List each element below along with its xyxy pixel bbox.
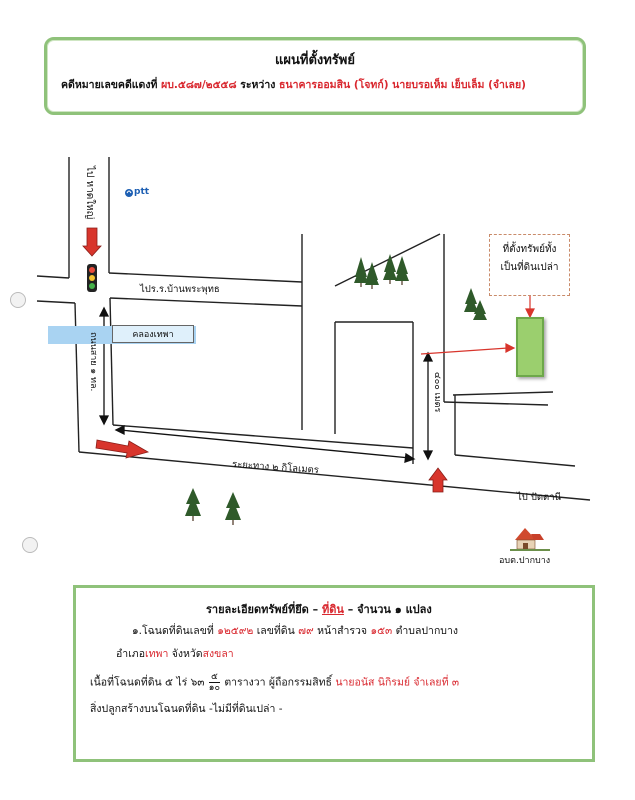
road-edge: [37, 276, 69, 278]
case-line: [61, 76, 573, 93]
road-edge: [110, 298, 113, 425]
ptt-logo-icon: [125, 189, 133, 197]
property-marker-line1: ที่ตั้งทรัพย์ทั้ง: [502, 244, 557, 255]
road-edge: [335, 234, 440, 286]
distance-arrow: [120, 430, 410, 458]
survey-page: ๑๕๓: [370, 625, 393, 637]
binder-hole-bottom: [22, 537, 38, 553]
deed-number: ๑๒๕๙๒: [217, 625, 254, 637]
red-arrow-right: [96, 440, 148, 458]
title-box: [44, 37, 586, 115]
deed-line: ๑.โฉนดที่ดินเลขที่ ๑๒๕๙๒ เลขที่ดิน ๗๙ หน้าสำรวจ ๑๕๓ ตำบลปากบาง: [132, 625, 458, 637]
owner: นายอนัส นิกิรมย์ จำเลยที่ ๓: [335, 676, 460, 689]
road-edge: [110, 298, 302, 306]
building-line: สิ่งปลูกสร้างบนโฉนดที่ดิน -ไม่มีที่ดินเปล่า -: [90, 703, 283, 715]
arrowhead: [100, 416, 108, 424]
land-number: ๗๙: [298, 625, 314, 637]
arrowhead: [526, 309, 534, 317]
details-heading: รายละเอียดทรัพย์ที่ยึด – ที่ดิน – จำนวน ๑ แปลง: [206, 603, 432, 616]
distance-label-2km: ระยะทาง ๒ กิโลเมตร: [231, 458, 320, 477]
defendant: นายบรอเห็ม เย็บเล็ม (จำเลย): [392, 79, 526, 91]
arrowhead: [405, 454, 414, 462]
arrowhead: [100, 308, 108, 316]
subdistrict-office-label: อบต.ปากบาง: [499, 556, 551, 566]
seized-land-parcel: [516, 317, 544, 377]
road-edge: [113, 425, 413, 448]
road-label-school: ไปร.ร.บ้านพระพุทธ: [140, 284, 220, 295]
arrowhead: [116, 426, 124, 434]
road-label-hatyai: ไป หาดใหญ่: [84, 166, 95, 220]
pointer-line: [421, 348, 508, 354]
road-edge: [79, 452, 590, 500]
district: เทพา: [145, 648, 169, 660]
property-marker: [489, 234, 570, 296]
district-line: อำเภอเทพา จังหวัดสงขลา: [116, 648, 234, 660]
heading-type: ที่ดิน: [322, 603, 344, 616]
house-icon: [510, 528, 550, 550]
distance-label-400m: ๔๐๐ เมตร: [432, 372, 442, 413]
arrowhead: [424, 353, 432, 361]
highway-label: ถนนสาย ๑ ทล.: [88, 332, 98, 392]
canal-label: คลองเทพา: [112, 325, 194, 343]
arrowhead: [424, 451, 432, 459]
road-edge: [444, 402, 548, 405]
province: สงขลา: [202, 648, 234, 660]
details-box: [73, 585, 595, 762]
case-prefix: คดีหมายเลขคดีแดงที่: [61, 79, 158, 91]
plaintiff: ธนาคารออมสิน (โจทก์): [279, 79, 389, 91]
property-marker-line2: เป็นที่ดินเปล่า: [500, 262, 559, 273]
area-fraction: ๕ ๑๐: [208, 672, 220, 693]
road-edge: [109, 273, 302, 282]
traffic-light-icon: [87, 264, 97, 292]
arrowhead: [506, 344, 514, 352]
red-arrow-down: [83, 228, 101, 256]
red-arrow-up: [429, 468, 447, 492]
road-label-pattani: ไป ปัตตานี: [517, 492, 562, 503]
case-between: ระหว่าง: [240, 79, 276, 91]
road-edge: [37, 301, 75, 303]
ptt-label: ptt: [134, 187, 150, 197]
binder-hole-top: [10, 292, 26, 308]
page-title: แผนที่ตั้งทรัพย์: [275, 53, 355, 68]
area-line: เนื้อที่โฉนดที่ดิน ๕ ไร่ ๖๓ ๕ ๑๐ ตารางวา ผู้ถือกรรมสิทธิ์ นายอนัส นิกิรมย์ จำเลยที่ ๓: [90, 672, 460, 693]
road-edge: [455, 455, 575, 466]
road-edge: [453, 392, 553, 395]
case-number: ผบ.๕๘๗/๒๕๕๘: [161, 79, 237, 91]
